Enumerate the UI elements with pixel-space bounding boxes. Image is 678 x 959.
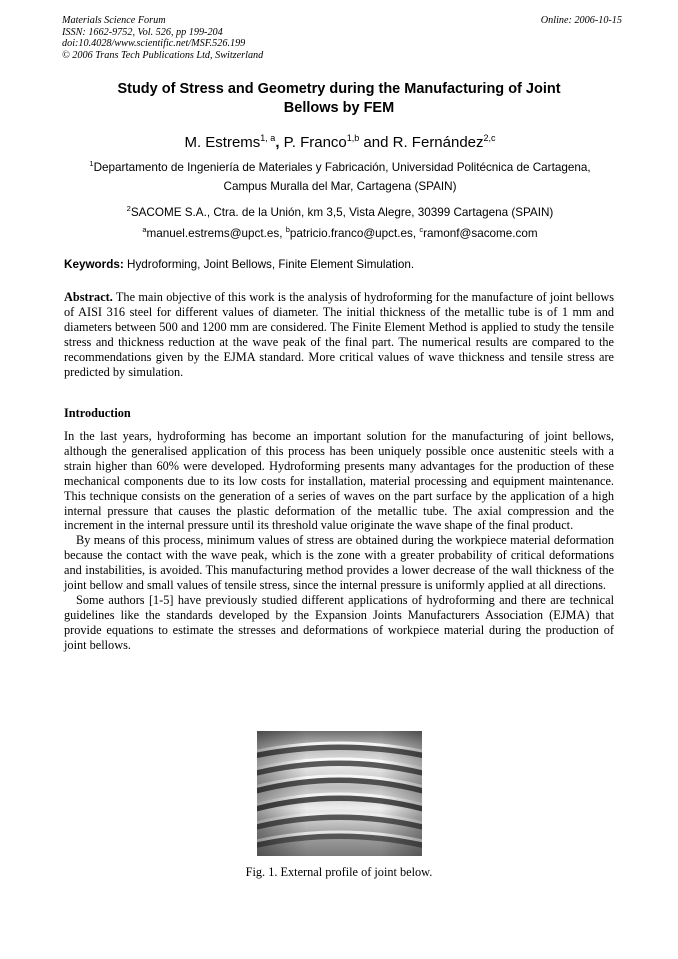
affiliation-2-text: SACOME S.A., Ctra. de la Unión, km 3,5, Vista Alegre, 30399 Cartagena (SPAIN) [130, 205, 554, 219]
affiliation-1-line-1: Departamento de Ingeniería de Materiales y Fabricación, Universidad Politécnica de Cartagena, [93, 160, 591, 174]
online-date: Online: 2006-10-15 [540, 15, 622, 26]
affiliation-1 [60, 157, 620, 175]
abstract-label: Abstract. [64, 290, 113, 304]
title-line-1: Study of Stress and Geometry during the Manufacturing of Joint [117, 81, 561, 97]
intro-paragraph-1: In the last years, hydroforming has become an important solution for the manufacturing of joint bellows, although the generalised application of this process has been uniquely possible once austenitic steels with a strain higher than 60% were developed. Hydroforming presents many advantages for the production of these mechanical components due to its low costs for installation, material processing and equipment maintenance. This technique consists on the generation of a series of waves on the part surface by the application of a high internal pressure that causes the plastic deformation of the metallic tube. The axial compression and the increment in the internal pressure until its threshold value originate the wave shape of the final product. [64, 429, 614, 533]
doi: doi:10.4028/www.scientific.net/MSF.526.199 [62, 38, 246, 49]
copyright: © 2006 Trans Tech Publications Ltd, Switzerland [62, 49, 264, 61]
affiliation-2-mark: 2 [126, 204, 131, 213]
author-1: M. Estrems [184, 134, 261, 151]
email-b: patricio.franco@upct.es, [289, 226, 420, 240]
author-2: P. Franco [283, 134, 347, 151]
affiliation-1-line-2: Campus Muralla del Mar, Cartagena (SPAIN) [223, 180, 457, 193]
title-line-2: Bellows by FEM [283, 100, 395, 116]
keywords-text: Hydroforming, Joint Bellows, Finite Element Simulation. [123, 258, 415, 271]
author-3-affil: 2,c [483, 133, 496, 143]
author-2-affil: 1,b [346, 133, 360, 143]
journal-name: Materials Science Forum [62, 15, 166, 26]
keywords [64, 258, 414, 271]
paper-title [70, 80, 608, 118]
author-1-affil: 1, a [260, 133, 276, 143]
email-c: ramonf@sacome.com [423, 226, 538, 240]
author-sep-1: , [275, 134, 284, 151]
keywords-label: Keywords: [64, 258, 124, 271]
abstract-text: The main objective of this work is the analysis of hydroforming for the manufacture of joint bellows of AISI 316 steel for different values of diameter. The initial thickness of the metallic tube is of 1 mm and diameters between 500 and 1200 mm are considered. The Finite Element Method is applied to study the tensile stress and thickness reduction at the wave peak of the final part. The numerical results are compared to the recommendations given by the EJMA standard. More critical values of wave thickness and tensile stress are predicted by simulation. [64, 290, 614, 379]
author-sep-2: and [359, 134, 393, 151]
journal-header [62, 15, 622, 61]
section-heading-introduction: Introduction [64, 406, 131, 420]
abstract [64, 290, 614, 379]
email-c-mark: c [419, 225, 424, 234]
email-b-mark: b [285, 225, 290, 234]
affiliation-2 [60, 202, 620, 220]
introduction-body [64, 429, 614, 653]
author-3: R. Fernández [392, 134, 484, 151]
email-a: manuel.estrems@upct.es, [146, 226, 286, 240]
author-list [60, 128, 620, 153]
affiliation-1-mark: 1 [89, 159, 94, 168]
email-line [60, 223, 620, 241]
intro-paragraph-3: Some authors [1-5] have previously studied different applications of hydroforming and there are technical guidelines like the standards developed by the Expansion Joints Manufacturers Association (EJMA) that provide equations to estimate the stresses and deformations of workpiece material during the production of joint bellows. [64, 592, 614, 652]
bellows-photo [257, 731, 422, 856]
email-a-mark: a [142, 225, 147, 234]
figure-caption: Fig. 1. External profile of joint below. [245, 865, 433, 879]
issn: ISSN: 1662-9752, Vol. 526, pp 199-204 [62, 26, 223, 38]
intro-paragraph-2: By means of this process, minimum values of stress are obtained during the workpiece material deformation because the contact with the wave peak, which is the zone with a greater probability of critical deformations and instabilities, is avoided. This manufacturing method provides a lower decrease of the wall thickness of the joint bellow and small values of tensile stress, since the internal pressure is uniformly applied at all directions. [64, 533, 614, 593]
